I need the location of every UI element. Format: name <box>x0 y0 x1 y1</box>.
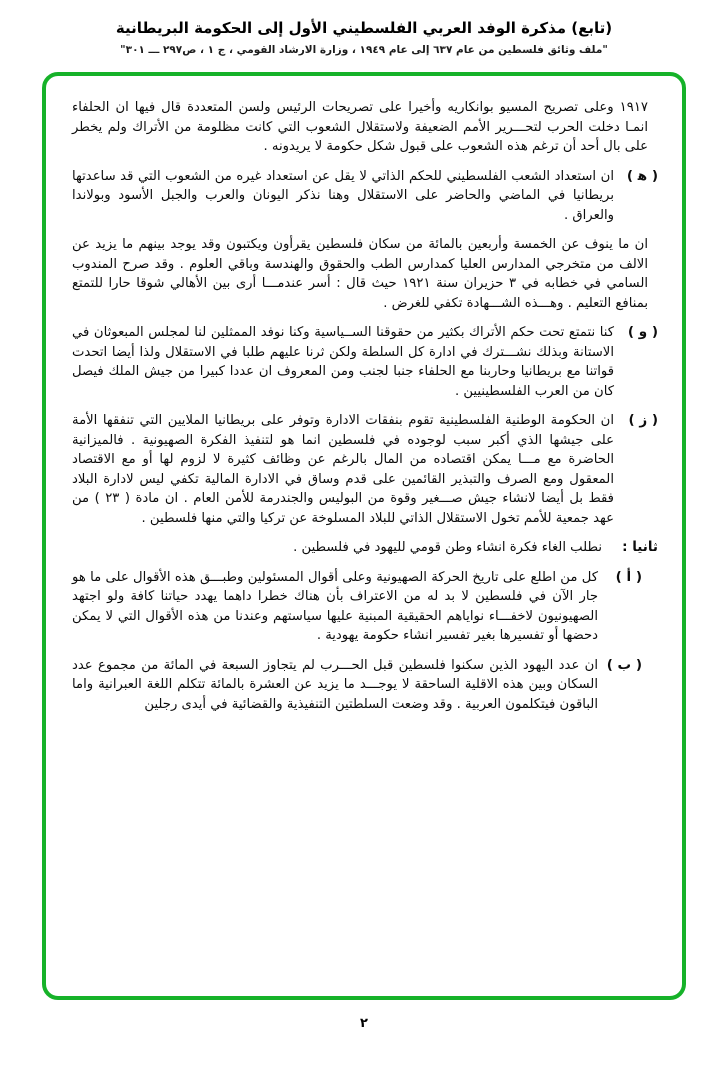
paragraph-text: ان ما ينوف عن الخمسة وأربعين بالمائة من سكان فلسطين يقرأون ويكتبون وقد يوجد بينهم ما يزيد عن الالف من متخرجي المدارس العليا كمدارس الطب والحقوق والهندسة وباقي العلوم . وقد صرح المندوب السامي في خطابه في ٣ حزيران سنة ١٩٢١ حيث قال : أسر عندمـــا أرى بين الأهالي شوقا حارا للتمتع بمنافع التعليم . وهـــذه الشـــهادة تكفي للغرض . <box>72 237 649 311</box>
paragraph-text: ١٩١٧ وعلى تصريح المسيو بوانكاريه وأخيرا على تصريحات الرئيس ولسن المتعددة قال فيها ان الحلفاء انمـا دخلت الحرب لتحـــرير الأمم الضعيفة ولاستقلال الشعوب التي كانت مظلومة من الأتراك ولم يخطر على بال أحد أن ترغم هذه الشعوب على قبول شكل حكومة لا يريدونه . <box>72 100 648 154</box>
paragraph-text: نطلب الغاء فكرة انشاء وطن قومي لليهود في فلسطين . <box>293 540 602 555</box>
paragraph <box>72 411 658 528</box>
paragraph-text: كنا نتمتع تحت حكم الأتراك بكثير من حقوقنا الســياسية وكنا نوفد الممثلين لنا لمجلس المبعوثان في الاستانة وبذلك نشـــترك في ادارة كل السلطة ولكن ثرنا عليهم طلبا في الاستقلال ولذا أيضا اتحدت قواتنا مع بريطانيا وحاربنا مع الحلفاء جنبا لجنب ومن المعروف ان عددا كبيرا من جيش الملك فيصل كان من العرب الفلسطينيين . <box>72 325 614 399</box>
paragraph <box>72 235 658 313</box>
paragraph-text: ان الحكومة الوطنية الفلسطينية تقوم بنفقات الادارة وتوفر على بريطانيا الملايين التي تنفقها الأمة على جيشها الذي أكبر سبب لوجوده في فلسطين انما هو لتنفيذ الفكرة الصهيونية . فالميزانية الحاضرة مع مـــا يمكن اقتصاده من المال بالرغم عن وظائف كثيرة لا لزوم لها أو مع الاقتصاد المعقول ومع الصرف والتبذير القائمين على قدم وساق في الادارة المالية تكفي ليس لادارة البلاد فقط بل أيضا لانشاء جيش صـــغير وقوة من البوليس والجندرمة للأمن العام . ان مادة ( ٢٣ ) من عهد جمعية للأمم تخول الاستقلال الذاتي للبلاد المسلوخة عن تركيا والتي منها فلسطين . <box>72 413 614 526</box>
paragraph-marker: ( و ) <box>627 324 658 340</box>
paragraph-section-heading <box>72 538 658 558</box>
paragraph-marker: ( ﻫ ) <box>626 167 658 184</box>
paragraph <box>72 167 658 226</box>
page-number: ٢ <box>360 1016 368 1031</box>
paragraph <box>72 656 658 715</box>
paragraph-text: ان استعداد الشعب الفلسطيني للحكم الذاتي لا يقل عن استعداد غيره من الشعوب التي قد ساعدتها بريطانيا في الماضي والحاضر على الاستقلال وهنا نذكر اليونان والعرب والجبل الأسود وبولاندا والعراق . <box>72 168 614 223</box>
paragraph-marker: ( ب ) <box>606 656 642 673</box>
paragraph-text: ان عدد اليهود الذين سكنوا فلسطين قبل الحـــرب لم يتجاوز السبعة في المائة من مجموع عدد السكان وبين هذه الاقلية الساحقة لا يوجـــد ما يزيد عن العشرة بالمائة تتكلم اللغة العبرانية واما الباقون فيتكلمون العربية . وقد وضعت السلطتين التنفيذية والقضائية في أيدى رجلين <box>72 657 598 712</box>
paragraph <box>72 568 658 646</box>
section-marker: ثانيا : <box>622 539 658 555</box>
paragraph <box>72 98 658 157</box>
page-title: (تابع) مذكرة الوفد العربي الفلسطيني الأول إلى الحكومة البريطانية <box>115 19 613 37</box>
paragraph-text: كل من اطلع على تاريخ الحركة الصهيونية وعلى أقوال المسئولين وطبـــق هذه الأقوال على ما هو جار الآن في فلسطين لا بد له من الاعتراف بأن هناك خطرا داهما يهدد حياتنا كافة ولو اجتهد الصهيونيون لاخفـــاء نواياهم الحقيقية المبنية عليها سياستهم وعندنا من هذه الأقوال التي لا يمكن دحضها أو تفسيرها بغير تفسير انشاء حكومة يهودية . <box>72 569 598 643</box>
document-frame <box>42 72 686 1000</box>
source-citation: "ملف وثائق فلسطين من عام ٦٣٧ إلى عام ١٩٤٩ ، وزارة الارشاد القومي ، ج ١ ، ص٢٩٧ ـــ ٣٠١" <box>120 44 608 56</box>
paragraph <box>72 323 658 401</box>
document-header <box>0 0 728 56</box>
paragraph-marker: ( أ ) <box>615 568 642 585</box>
paragraph-marker: ( ز ) <box>628 412 658 428</box>
